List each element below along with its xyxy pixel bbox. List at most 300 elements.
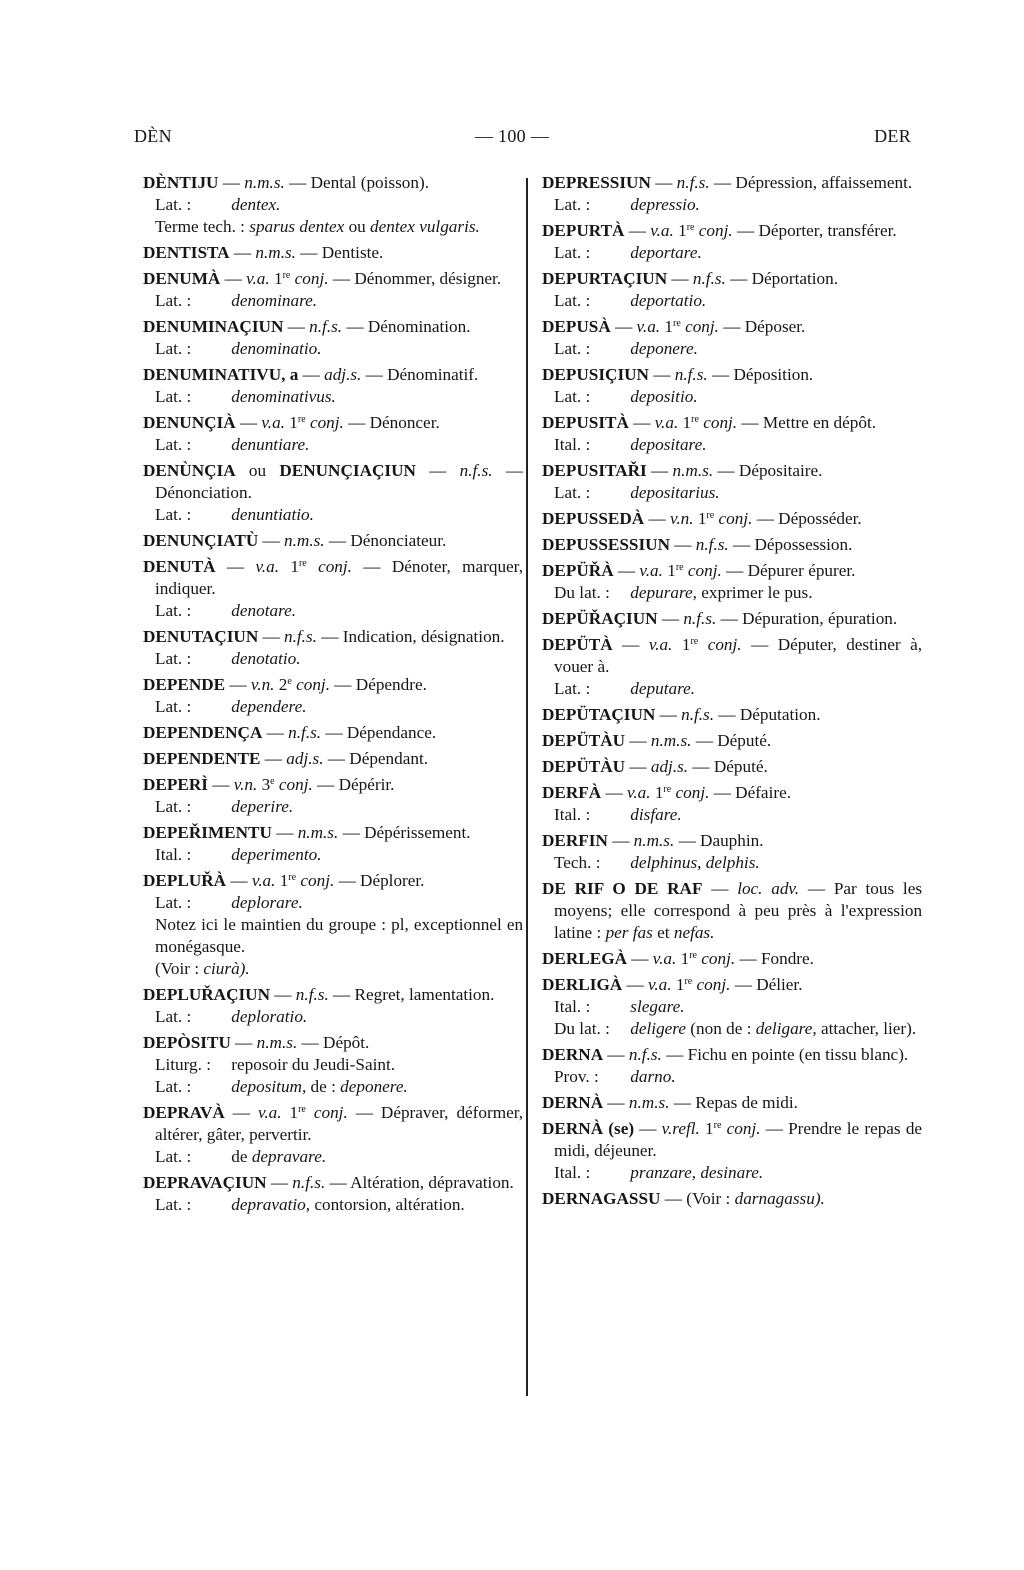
conjugation-suffix: re [298, 1104, 306, 1115]
conjugation-number: 2 [278, 675, 288, 694]
headword: DEPÒSITU [143, 1033, 231, 1052]
grammar-label: adj.s. [650, 757, 689, 776]
headword: DEPUSITÀ [542, 413, 629, 432]
conj-label: conj. [278, 775, 313, 794]
definition [735, 783, 791, 802]
grammar-label: v.refl. [661, 1119, 700, 1138]
etymology-line [554, 338, 922, 360]
grammar-label: v.a. [654, 413, 679, 432]
sub-text-render: Dauphin. [700, 831, 764, 850]
etymology-label: Lat. : [554, 483, 591, 502]
sub-text-render: darno. [630, 1067, 676, 1086]
conjugation-suffix: re [689, 950, 697, 961]
etymology-line [155, 504, 523, 526]
sub-text-render: Député. [717, 731, 772, 750]
definition [717, 731, 771, 750]
sub-text-render: Dépôt. [323, 1033, 370, 1052]
etymology-line [155, 696, 523, 718]
etymology-line [155, 1006, 523, 1028]
conjugation-number: 1 [289, 1103, 299, 1122]
conjugation-suffix: e [270, 776, 275, 787]
definition [347, 723, 436, 742]
etymology-line [554, 582, 922, 604]
grammar-label: v.a. [257, 1103, 282, 1122]
headword: DEPUSÀ [542, 317, 611, 336]
headword: DERLIGÀ [542, 975, 623, 994]
headword: DERNA [542, 1045, 604, 1064]
conjugation-suffix: re [690, 636, 699, 647]
grammar-label: n.f.s. [695, 535, 729, 554]
dictionary-entry: DEPENDENÇA — n.f.s. — Dépendance. [143, 723, 437, 742]
sub-text-render: Délier. [756, 975, 803, 994]
dictionary-entry: DÈNTIJU — n.m.s. — Dental (poisson). Lat. : dentex. Terme tech. : sparus dentex ou dentex vulgaris. [143, 172, 523, 238]
dictionary-entry: DERNA — n.f.s. — Fichu en pointe (en tissu blanc). Prov. : darno. [542, 1044, 922, 1088]
headword: DERNÀ [542, 1093, 604, 1112]
definition [733, 365, 813, 384]
headword: DEPÜTÀU [542, 757, 626, 776]
headword: DEPEŘIMENTU [143, 823, 272, 842]
etymology-line [155, 1076, 523, 1098]
sub-text-render: Défaire. [735, 783, 791, 802]
etymology-line [155, 796, 523, 818]
dictionary-entry: DERFIN — n.m.s. — Dauphin. Tech. : delphinus, delphis. [542, 830, 922, 874]
definition [311, 173, 429, 192]
headword: DERFIN [542, 831, 608, 850]
conjugation-number: 1 [273, 269, 283, 288]
running-head-right: DER [874, 126, 911, 146]
grammar-label: n.m.s. [244, 173, 285, 192]
headword: DERFÀ [542, 783, 602, 802]
headword: DEPRAVAÇIUN [143, 1173, 267, 1192]
sub-text-render: deplorare. [231, 893, 303, 912]
grammar-label: n.f.s. [459, 461, 493, 480]
definition [688, 1045, 909, 1064]
grammar-label: adj.s. [286, 749, 324, 768]
etymology-line [554, 1162, 922, 1184]
grammar-label: v.a. [636, 317, 661, 336]
sub-text-render: Dénommer, désigner. [354, 269, 502, 288]
definition [739, 461, 823, 480]
conj-label: conj. [294, 269, 329, 288]
etymology-label: Ital. : [554, 1163, 591, 1182]
etymology-label: Ital. : [554, 997, 591, 1016]
sub-text-render: Déposséder. [778, 509, 862, 528]
etymology-line [155, 648, 523, 670]
dictionary-entry: DEPUSSESSIUN — n.f.s. — Dépossession. [542, 535, 853, 554]
definition [322, 243, 384, 262]
headword: DEPENDE [143, 675, 226, 694]
definition [761, 949, 814, 968]
etymology-label: Ital. : [554, 435, 591, 454]
headword: DEPÜTÀ [542, 635, 613, 654]
running-head-left: DÈN [134, 126, 172, 146]
grammar-label: n.f.s. [681, 705, 715, 724]
etymology-line [155, 338, 523, 360]
conjugation-number: 1 [654, 783, 664, 802]
sub-text-render: Dénonciation. [155, 483, 252, 502]
sub-text-render: Prendre le repas de midi, déjeuner. [554, 1119, 923, 1160]
dictionary-entry: DEPUSITÀ — v.a. 1re conj. — Mettre en dépôt. Ital. : depositare. [542, 412, 922, 456]
definition [748, 561, 856, 580]
definition [350, 1173, 514, 1192]
grammar-label: n.f.s. [674, 365, 708, 384]
conj-label: conj. [318, 557, 352, 576]
headword: DEPERÌ [143, 775, 208, 794]
grammar-label: n.m.s. [297, 823, 339, 842]
conjugation-number: 1 [697, 509, 707, 528]
etymology-line [155, 386, 523, 408]
etymology-line [155, 914, 523, 958]
etymology-line [554, 1066, 922, 1088]
headword: DEPUSIÇIUN [542, 365, 649, 384]
etymology-label: Lat. : [155, 339, 192, 358]
etymology-line [155, 844, 523, 866]
dictionary-entry: DEPURTÀ — v.a. 1re conj. — Déporter, transférer. Lat. : deportare. [542, 220, 922, 264]
conjugation-suffix: re [288, 872, 297, 883]
dictionary-entry: DERNÀ — n.m.s. — Repas de midi. [542, 1093, 798, 1112]
etymology-label: Liturg. : [155, 1055, 212, 1074]
dictionary-entry: DERFÀ — v.a. 1re conj. — Défaire. Ital. : disfare. [542, 782, 922, 826]
etymology-label: Lat. : [554, 339, 591, 358]
etymology-label: Lat. : [554, 243, 591, 262]
sub-text-render: Fondre. [760, 949, 814, 968]
etymology-line [554, 434, 922, 456]
sub-text-render: deligere (non de : deligare, attacher, lier). [630, 1019, 917, 1038]
sub-text-render: dependere. [231, 697, 307, 716]
conjugation-number: 3 [261, 775, 271, 794]
left-column [143, 172, 523, 1220]
etymology-label: Lat. : [155, 1195, 192, 1214]
sub-text-render: denuntiatio. [231, 505, 314, 524]
headword: DEPLUŘÀ [143, 871, 227, 890]
etymology-label: Lat. : [155, 1007, 192, 1026]
headword: DEPÜTAÇIUN [542, 705, 656, 724]
sub-text-render: dentex. [231, 195, 281, 214]
dictionary-entry: DEPURTAÇIUN — n.f.s. — Déportation. Lat. : deportatio. [542, 268, 922, 312]
definition [742, 609, 897, 628]
conj-label: conj. [687, 561, 722, 580]
sub-text-render: depositum, de : deponere. [231, 1077, 408, 1096]
conjugation-number: 1 [290, 557, 299, 576]
dictionary-entry: DEPLUŘAÇIUN — n.f.s. — Regret, lamentation. Lat. : deploratio. [143, 984, 523, 1028]
etymology-label: Lat. : [155, 387, 192, 406]
dictionary-entry: DENUTÀ — v.a. 1re conj. — Dénoter, marquer, indiquer. Lat. : denotare. [143, 557, 524, 620]
conj-label: conj. [696, 975, 731, 994]
conjugation-suffix: re [298, 558, 307, 569]
headword: DENUNÇIÀ [143, 413, 236, 432]
grammar-label: v.a. [639, 561, 663, 580]
sub-text-render: Député. [713, 757, 768, 776]
dictionary-entry: DEPLUŘÀ — v.a. 1re conj. — Déplorer. Lat. : deplorare. Notez ici le maintien du groupe : pl, exceptionnel en monégasque. (Voir : ciurà). [143, 871, 524, 978]
etymology-line [554, 386, 922, 408]
grammar-label: adj.s. [324, 365, 362, 384]
conjugation-suffix: re [686, 222, 695, 233]
headword: DEPRESSIUN [542, 173, 651, 192]
sub-text-render: reposoir du Jeudi-Saint. [231, 1055, 396, 1074]
dictionary-entry: DENUNÇIATÙ — n.m.s. — Dénonciateur. [143, 531, 447, 550]
headword: DEPURTAÇIUN [542, 269, 668, 288]
conjugation-number: 1 [279, 871, 289, 890]
conjugation-suffix: re [691, 414, 699, 425]
grammar-label: v.a. [251, 871, 276, 890]
conjugation-suffix: re [706, 510, 715, 521]
headword: DENUMINATIVU, a [143, 365, 299, 384]
definition [155, 483, 252, 502]
etymology-label: Lat. : [155, 435, 192, 454]
definition [740, 705, 821, 724]
grammar-label: n.f.s. [692, 269, 726, 288]
definition [364, 823, 470, 842]
conjugation-suffix: re [684, 976, 693, 987]
conj-label: conj. [313, 1103, 348, 1122]
grammar-label: v.a. [652, 949, 677, 968]
sub-text-render: Dépérissement. [364, 823, 471, 842]
definition [323, 1033, 369, 1052]
sub-text-render: depurare, exprimer le pus. [630, 583, 813, 602]
grammar-label: n.m.s. [650, 731, 692, 750]
grammar-label: n.f.s. [295, 985, 329, 1004]
sub-text-render: Déportation. [751, 269, 839, 288]
grammar-label: n.m.s. [284, 531, 325, 550]
definition [700, 831, 764, 850]
etymology-label: Prov. : [554, 1067, 599, 1086]
headword: DENUMÀ [143, 269, 221, 288]
headword: DE RIF O DE RAF [542, 879, 703, 898]
dictionary-entry: DEPRESSIUN — n.f.s. — Dépression, affaissement. Lat. : depressio. [542, 172, 922, 216]
dictionary-entry: DENÙNÇIA ou DENUNÇIAÇIUN — n.f.s. — Dénonciation. Lat. : denuntiatio. [143, 461, 524, 524]
dictionary-entry: DEPUSSEDÀ — v.n. 1re conj. — Déposséder. [542, 509, 862, 528]
conjugation-suffix: re [675, 562, 684, 573]
definition [356, 675, 427, 694]
headword: DÈNTIJU [143, 173, 219, 192]
definition [763, 413, 876, 432]
headword: DENTISTA [143, 243, 230, 262]
sub-text-render: Dépossession. [754, 535, 853, 554]
definition [368, 317, 471, 336]
sub-text-render: sparus dentex ou dentex vulgaris. [249, 217, 480, 236]
headword: DEPÜTÀU [542, 731, 626, 750]
etymology-label: Lat. : [554, 291, 591, 310]
column-divider [526, 178, 528, 1396]
sub-text-render: Regret, lamentation. [354, 985, 495, 1004]
sub-text-render: denominare. [231, 291, 318, 310]
dictionary-entry: DEPEŘIMENTU — n.m.s. — Dépérissement. Ital. : deperimento. [143, 822, 523, 866]
headword: DEPUSITAŘI [542, 461, 647, 480]
sub-text-render: Dépuration, épuration. [742, 609, 898, 628]
grammar-label: n.f.s. [284, 627, 317, 646]
headword: DEPURTÀ [542, 221, 625, 240]
dictionary-entry: DENUMINAÇIUN — n.f.s. — Dénomination. Lat. : denominatio. [143, 316, 523, 360]
etymology-line [155, 290, 523, 312]
etymology-line [554, 194, 922, 216]
sub-text-render: Déposer. [744, 317, 806, 336]
conjugation-suffix: re [297, 414, 306, 425]
dictionary-entry: DERLEGÀ — v.a. 1re conj. — Fondre. [542, 949, 814, 968]
sub-text-render: deputare. [630, 679, 696, 698]
definition [756, 975, 802, 994]
grammar-label: n.f.s. [628, 1045, 662, 1064]
dictionary-entry: DEPRAVÀ — v.a. 1re conj. — Dépraver, déformer, altérer, gâter, pervertir. Lat. : de depravare. [143, 1103, 524, 1166]
grammar-label: v.n. [233, 775, 258, 794]
right-column [542, 172, 922, 1214]
grammar-label: v.a. [255, 557, 279, 576]
sub-text-render: Par tous les moyens; elle correspond à peu près à l'expression latine : per fas et nefas. [554, 879, 923, 942]
dictionary-entry: DEPÜTAÇIUN — n.f.s. — Députation. [542, 705, 821, 724]
conjugation-suffix: re [713, 1120, 722, 1131]
conj-label: conj. [718, 509, 753, 528]
definition [755, 535, 853, 554]
definition [354, 269, 501, 288]
grammar-label: n.f.s. [683, 609, 717, 628]
dictionary-entry: DENUMÀ — v.a. 1re conj. — Dénommer, désigner. Lat. : denominare. [143, 268, 523, 312]
sub-text-render: Dénoncer. [369, 413, 440, 432]
headword: DENUTAÇIUN [143, 627, 259, 646]
etymology-line [155, 1194, 523, 1216]
sub-text-render: Députer, destiner à, vouer à. [554, 635, 923, 676]
sub-text-render: Dépression, affaissement. [735, 173, 913, 192]
grammar-label: v.n. [669, 509, 694, 528]
definition [735, 173, 912, 192]
headword: DERLEGÀ [542, 949, 627, 968]
sub-text-render: deportare. [630, 243, 702, 262]
definition [686, 1189, 825, 1208]
etymology-label: Tech. : [554, 853, 601, 872]
conjugation-suffix: e [287, 676, 292, 687]
etymology-line [155, 1054, 523, 1076]
etymology-label: Lat. : [155, 649, 192, 668]
dictionary-entry: DEPÜŘÀ — v.a. 1re conj. — Dépurer épurer. Du lat. : depurare, exprimer le pus. [542, 560, 922, 604]
etymology-line [554, 242, 922, 264]
sub-text-render: Déplorer. [360, 871, 425, 890]
etymology-label: Lat. : [155, 893, 192, 912]
etymology-label: Lat. : [155, 505, 192, 524]
etymology-label: Lat. : [155, 697, 192, 716]
grammar-label: v.n. [250, 675, 275, 694]
etymology-label: Lat. : [155, 601, 192, 620]
sub-text-render: (Voir : ciurà). [155, 959, 250, 978]
dictionary-entry: DERLIGÀ — v.a. 1re conj. — Délier. Ital. : slegare. Du lat. : deligere (non de : deligare, attacher, lier). [542, 974, 922, 1040]
sub-text-render: pranzare, desinare. [630, 1163, 764, 1182]
etymology-line [155, 194, 523, 216]
grammar-label: v.a. [650, 221, 674, 240]
conjugation-number: 1 [667, 561, 676, 580]
grammar-label: n.m.s. [633, 831, 675, 850]
etymology-label: Lat. : [554, 679, 591, 698]
etymology-label: Ital. : [554, 805, 591, 824]
sub-text-render: denotare. [231, 601, 297, 620]
etymology-line [155, 1146, 523, 1168]
sub-text-render: Députation. [739, 705, 821, 724]
headword: DEPENDENÇA [143, 723, 263, 742]
grammar-label: v.a. [626, 783, 651, 802]
sub-text-render: denuntiare. [231, 435, 310, 454]
headword: DEPUSSESSIUN [542, 535, 670, 554]
definition [370, 413, 440, 432]
conj-label: conj. [309, 413, 344, 432]
etymology-line [554, 996, 922, 1018]
conj-label: conj. [707, 635, 742, 654]
dictionary-entry: DENTISTA — n.m.s. — Dentiste. [143, 243, 384, 262]
definition [778, 509, 862, 528]
etymology-line [155, 958, 523, 980]
conjugation-number: 1 [681, 635, 691, 654]
etymology-line [155, 892, 523, 914]
headword: DEPUSSEDÀ [542, 509, 645, 528]
grammar-label: n.m.s. [256, 1033, 298, 1052]
sub-text-render: deportatio. [630, 291, 707, 310]
conjugation-number: 1 [664, 317, 673, 336]
etymology-line [554, 482, 922, 504]
sub-text-render: slegare. [630, 997, 685, 1016]
dictionary-entry: DEPUSITAŘI — n.m.s. — Dépositaire. Lat. : depositarius. [542, 460, 922, 504]
definition [695, 1093, 798, 1112]
dictionary-entry: DEPENDE — v.n. 2e conj. — Dépendre. Lat. : dependere. [143, 674, 523, 718]
conjugation-number: 1 [678, 221, 687, 240]
grammar-label: n.f.s. [288, 723, 322, 742]
definition [349, 749, 428, 768]
sub-text-render: Déposition. [733, 365, 814, 384]
definition [714, 757, 768, 776]
headword: DERNAGASSU [542, 1189, 661, 1208]
conj-label: conj. [701, 949, 736, 968]
etymology-label: Ital. : [155, 845, 192, 864]
etymology-label: Lat. : [155, 797, 192, 816]
conj-label: conj. [685, 317, 719, 336]
dictionary-entry: DE RIF O DE RAF — loc. adv. — Par tous les moyens; elle correspond à peu près à l'expression latine : per fas et nefas. [542, 879, 923, 942]
sub-text-render: Dépendant. [349, 749, 429, 768]
sub-text-render: disfare. [630, 805, 682, 824]
etymology-label: Lat. : [554, 195, 591, 214]
headword: DEPLUŘAÇIUN [143, 985, 271, 1004]
etymology-label: Du lat. : [554, 583, 610, 602]
sub-text-render: deperire. [231, 797, 294, 816]
headword: DENUMINAÇIUN [143, 317, 284, 336]
sub-text-render: Dénonciateur. [350, 531, 447, 550]
grammar-label: n.m.s. [628, 1093, 670, 1112]
definition [339, 775, 395, 794]
definition [745, 317, 806, 336]
conjugation-suffix: re [672, 318, 681, 329]
etymology-label: Lat. : [155, 1147, 192, 1166]
grammar-label: v.a. [261, 413, 285, 432]
sub-text-render: denominatio. [231, 339, 322, 358]
sub-text-render: deponere. [630, 339, 698, 358]
sub-text-render: deperimento. [231, 845, 322, 864]
conj-label: conj. [675, 783, 710, 802]
conj-label: conj. [300, 871, 335, 890]
headword: DENUTÀ [143, 557, 216, 576]
definition [343, 627, 505, 646]
grammar-label: n.f.s. [676, 173, 710, 192]
definition [350, 531, 446, 550]
sub-text-render: Dépraver, déformer, altérer, gâter, pervertir. [155, 1103, 524, 1144]
sub-text-render: Dépositaire. [738, 461, 823, 480]
sub-text-render: Dentiste. [321, 243, 384, 262]
grammar-label: loc. adv. [737, 879, 800, 898]
conjugation-number: 1 [675, 975, 685, 994]
sub-text-render: delphinus, delphis. [630, 853, 760, 872]
conjugation-number: 1 [682, 413, 692, 432]
headword: DENUNÇIATÙ [143, 531, 259, 550]
conjunction: ou [248, 461, 267, 480]
sub-text-render: Altération, dépravation. [350, 1173, 514, 1192]
dictionary-entry: DEPUSIÇIUN — n.f.s. — Déposition. Lat. : depositio. [542, 364, 922, 408]
headword: DEPRAVÀ [143, 1103, 225, 1122]
etymology-label: Lat. : [554, 387, 591, 406]
dictionary-entry: DEPRAVAÇIUN — n.f.s. — Altération, dépravation. Lat. : depravatio, contorsion, altération. [143, 1172, 523, 1216]
etymology-label: Lat. : [155, 195, 192, 214]
dictionary-entry: DENUMINATIVU, a — adj.s. — Dénominatif. Lat. : denominativus. [143, 364, 523, 408]
